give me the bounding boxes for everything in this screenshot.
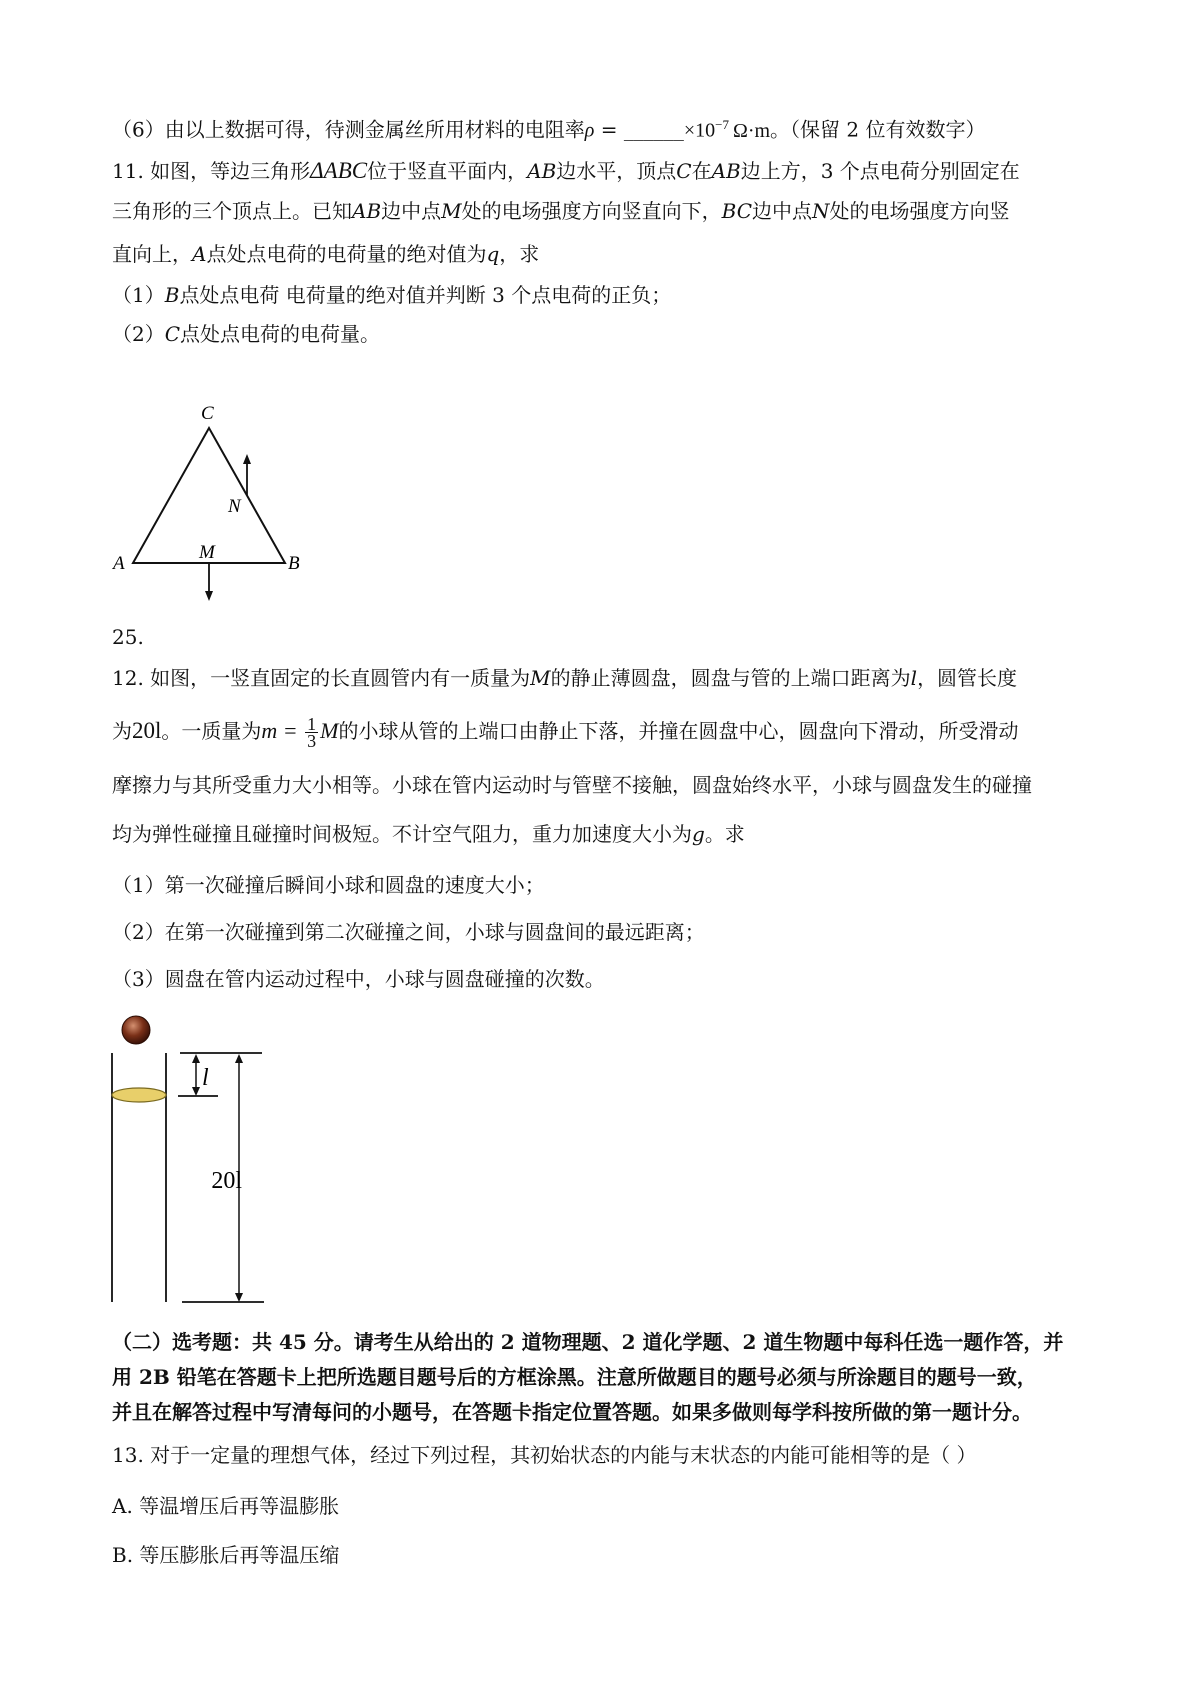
ball — [122, 1016, 150, 1044]
var: AB — [352, 199, 382, 223]
l-arrow-down — [192, 1087, 200, 1096]
text: 边中点 — [752, 199, 812, 223]
text: ，求 — [499, 242, 540, 266]
q10-part6-suffix: 。（保留 2 位有效数字） — [770, 117, 986, 142]
q12-sub3: （3）圆盘在管内运动过程中，小球与圆盘碰撞的次数。 — [112, 967, 605, 991]
q12-sub1: （1）第一次碰撞后瞬间小球和圆盘的速度大小； — [112, 873, 545, 897]
len-label-text: 20l — [211, 1168, 242, 1194]
var: AB — [527, 159, 557, 183]
q12-line2 — [112, 711, 1018, 751]
var: B — [164, 283, 180, 307]
l-label: l — [202, 1065, 209, 1091]
text: （1） — [112, 283, 165, 307]
text: 边水平，顶点 — [556, 159, 677, 183]
frac-den: 3 — [307, 731, 317, 751]
text: 为 — [112, 719, 132, 743]
frac-num: 1 — [307, 714, 317, 734]
var: BC — [721, 199, 752, 223]
text: 在 — [691, 159, 712, 183]
text: 三角形的三个顶点上。已知 — [112, 199, 352, 223]
text: 边中点 — [381, 199, 442, 223]
text: 。一质量为 — [161, 719, 262, 743]
var: M — [441, 199, 462, 223]
text: 处的电场强度方向竖直向下， — [461, 199, 722, 223]
triangle-figure — [100, 398, 330, 608]
var: M — [530, 666, 551, 690]
text: 11. 如图，等边三角形 — [112, 159, 311, 183]
mass-eq: m = — [261, 718, 304, 743]
q11-line3 — [112, 240, 539, 268]
q12-line3: 摩擦力与其所受重力大小相等。小球在管内运动时与管壁不接触，圆盘始终水平，小球与圆盘发生的碰撞 — [112, 773, 1032, 797]
text: 直向上， — [112, 242, 192, 266]
exponent: −7 — [715, 117, 729, 132]
rho-symbol: ρ — [584, 119, 595, 142]
var: C — [676, 159, 692, 183]
q12-sub2: （2）在第一次碰撞到第二次碰撞之间，小球与圆盘间的最远距离； — [112, 920, 705, 944]
len-label — [211, 1168, 242, 1194]
text: 点处点电荷的电荷量的绝对值为 — [206, 242, 487, 266]
tube-figure — [100, 1010, 280, 1315]
text: 处的电场强度方向竖 — [829, 199, 1010, 223]
section2-line1: （二）选考题：共 45 分。请考生从给出的 2 道物理题、2 道化学题、2 道生物题中每科任选一题作答，并 — [112, 1330, 1064, 1354]
q13-option-b: B. 等压膨胀后再等温压缩 — [112, 1543, 340, 1567]
l-arrow-up — [192, 1054, 200, 1063]
label-c: C — [201, 403, 214, 424]
m-arrowhead — [205, 591, 213, 601]
section2-line3: 并且在解答过程中写清每问的小题号，在答题卡指定位置答题。如果多做则每学科按所做的第一题计分。 — [112, 1400, 1032, 1424]
q12-line1 — [112, 664, 1017, 692]
q11-sub2 — [112, 320, 380, 348]
text: 点处点电荷 电荷量的绝对值并判断 3 个点电荷的正负； — [179, 283, 672, 307]
var: C — [164, 322, 181, 346]
label-m: M — [199, 542, 215, 563]
q13-stem: 13. 对于一定量的理想气体，经过下列过程，其初始状态的内能与末状态的内能可能相等的是（ ） — [112, 1443, 977, 1467]
page-number: 25. — [112, 625, 144, 649]
text: 的静止薄圆盘，圆盘与管的上端口距离为 — [550, 666, 911, 690]
triangle-abc: ΔABC — [310, 158, 368, 183]
text: 位于竖直平面内， — [367, 159, 528, 183]
q10-part6-prefix: （6）由以上数据可得，待测金属丝所用材料的电阻率 — [112, 117, 585, 142]
q13-option-a: A. 等温增压后再等温膨胀 — [112, 1494, 340, 1518]
q11-sub1 — [112, 281, 671, 309]
text: （2） — [112, 322, 165, 346]
times-ten: ×10 — [683, 119, 716, 142]
var: M — [320, 718, 339, 743]
q11-line1 — [112, 157, 1020, 185]
unit: Ω·m — [732, 119, 771, 142]
text: 均为弹性碰撞且碰撞时间极短。不计空气阻力，重力加速度大小为 — [112, 822, 692, 846]
label-n: N — [228, 496, 241, 517]
var: AB — [711, 159, 741, 183]
len-arrow-up — [235, 1054, 243, 1063]
answer-blank: ______ — [623, 117, 684, 142]
q12-line4 — [112, 820, 745, 848]
text: 点处点电荷的电荷量。 — [180, 322, 381, 346]
section2-line2: 用 2B 铅笔在答题卡上把所选题目题号后的方框涂黑。注意所做题目的题号必须与所涂题目的题号一致， — [112, 1365, 1037, 1389]
text: 的小球从管的上端口由静止下落，并撞在圆盘中心，圆盘向下滑动，所受滑动 — [338, 719, 1019, 743]
var: A — [192, 242, 207, 266]
label-a: A — [113, 553, 125, 574]
text: ，圆管长度 — [917, 666, 1018, 690]
label-b: B — [288, 553, 300, 574]
var: N — [812, 199, 830, 223]
q11-line2 — [112, 197, 1010, 225]
text: 12. 如图，一竖直固定的长直圆管内有一质量为 — [112, 666, 531, 690]
text: 边上方，3 个点电荷分别固定在 — [740, 159, 1020, 183]
text: 。求 — [704, 822, 745, 846]
n-arrowhead — [243, 454, 251, 464]
fraction — [305, 716, 318, 749]
var: l — [910, 666, 918, 690]
equals-sign: = — [594, 117, 624, 142]
var: g — [692, 822, 705, 846]
var: q — [486, 242, 500, 266]
q10-part6 — [112, 111, 986, 145]
len-arrow-down — [235, 1293, 243, 1302]
disk — [112, 1088, 166, 1102]
tube-length: 20l — [132, 718, 162, 743]
